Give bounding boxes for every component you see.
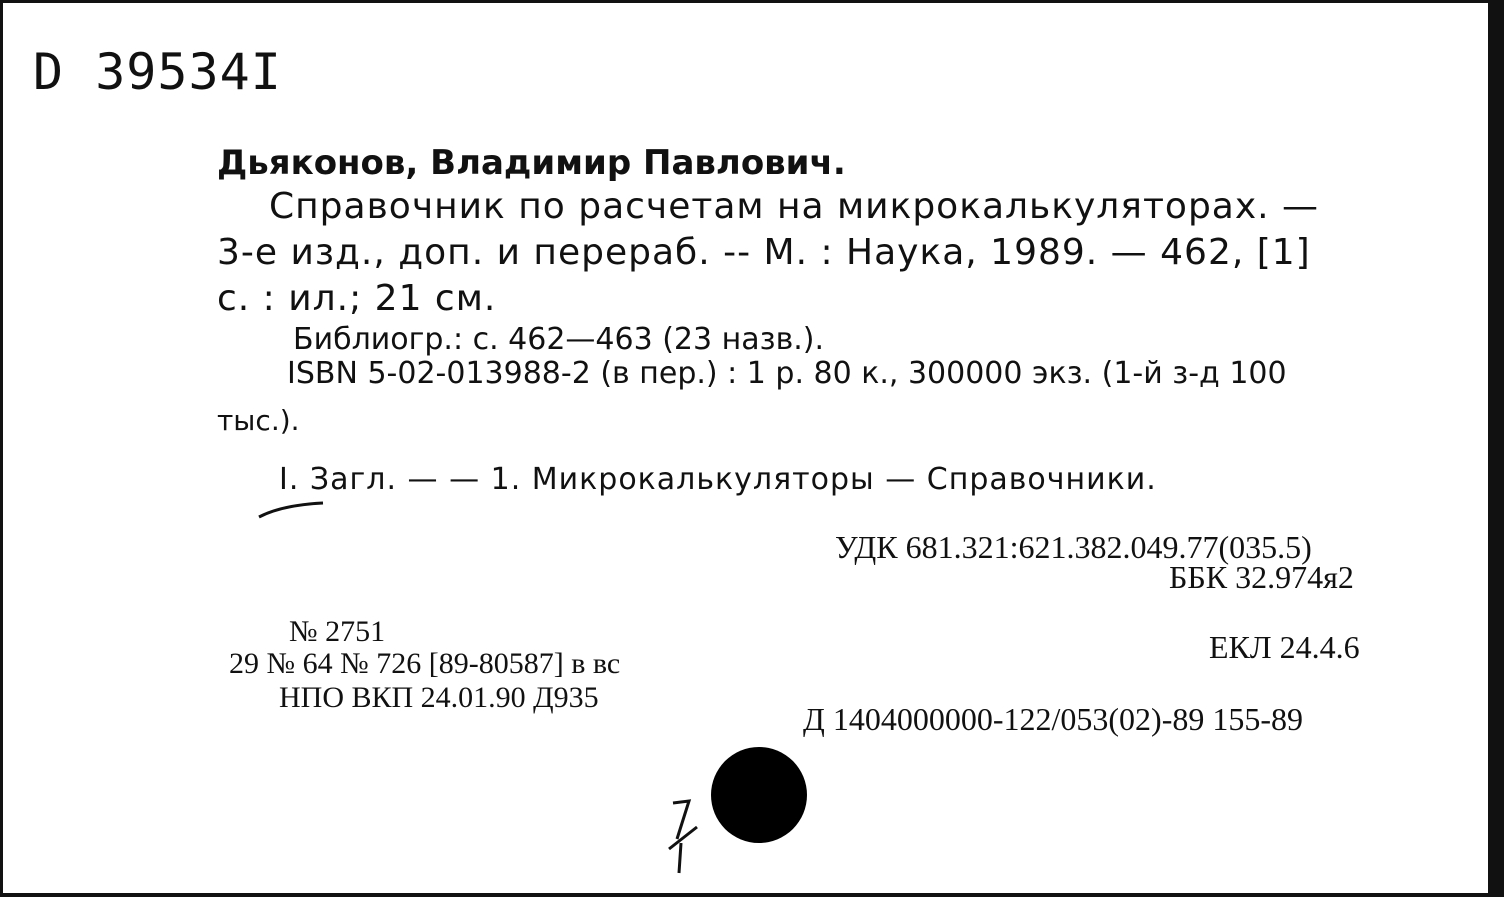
- handwritten-underline-mark: [257, 497, 327, 521]
- ekl-code: ЕКЛ 24.4.6: [1209, 629, 1360, 665]
- isbn-line: ISBN 5-02-013988-2 (в пер.) : 1 р. 80 к., 300000 экз. (1-й з-д 100: [287, 356, 1287, 391]
- npo-line: НПО ВКП 24.01.90 Д935: [279, 681, 599, 714]
- udk-code: УДК 681.321:621.382.049.77(035.5): [835, 529, 1312, 565]
- title-line: Справочник по расчетам на микрокалькуляторах. —: [269, 186, 1320, 227]
- punched-hole-dot: [711, 747, 807, 843]
- physical-description: с. : ил.; 21 см.: [217, 278, 497, 319]
- tracings: I. Загл. — — 1. Микрокалькуляторы — Справочники.: [279, 462, 1157, 497]
- call-number: D 39534I: [33, 43, 282, 101]
- bbk-code: ББК 32.974я2: [1169, 559, 1354, 595]
- isbn-continuation: тыс.).: [217, 404, 300, 437]
- edition-line: 3-е изд., доп. и перераб. -- М. : Наука, 1989. — 462, [1]: [217, 232, 1311, 273]
- bibliography-note: Библиогр.: с. 462—463 (23 назв.).: [293, 322, 825, 357]
- author-heading: Дьяконов, Владимир Павлович.: [217, 143, 846, 183]
- d-code: Д 1404000000-122/053(02)-89 155-89: [803, 701, 1303, 737]
- order-number: № 2751: [289, 615, 386, 648]
- print-info-line: 29 № 64 № 726 [89-80587] в вс: [229, 647, 621, 680]
- handwritten-mark: [663, 799, 713, 879]
